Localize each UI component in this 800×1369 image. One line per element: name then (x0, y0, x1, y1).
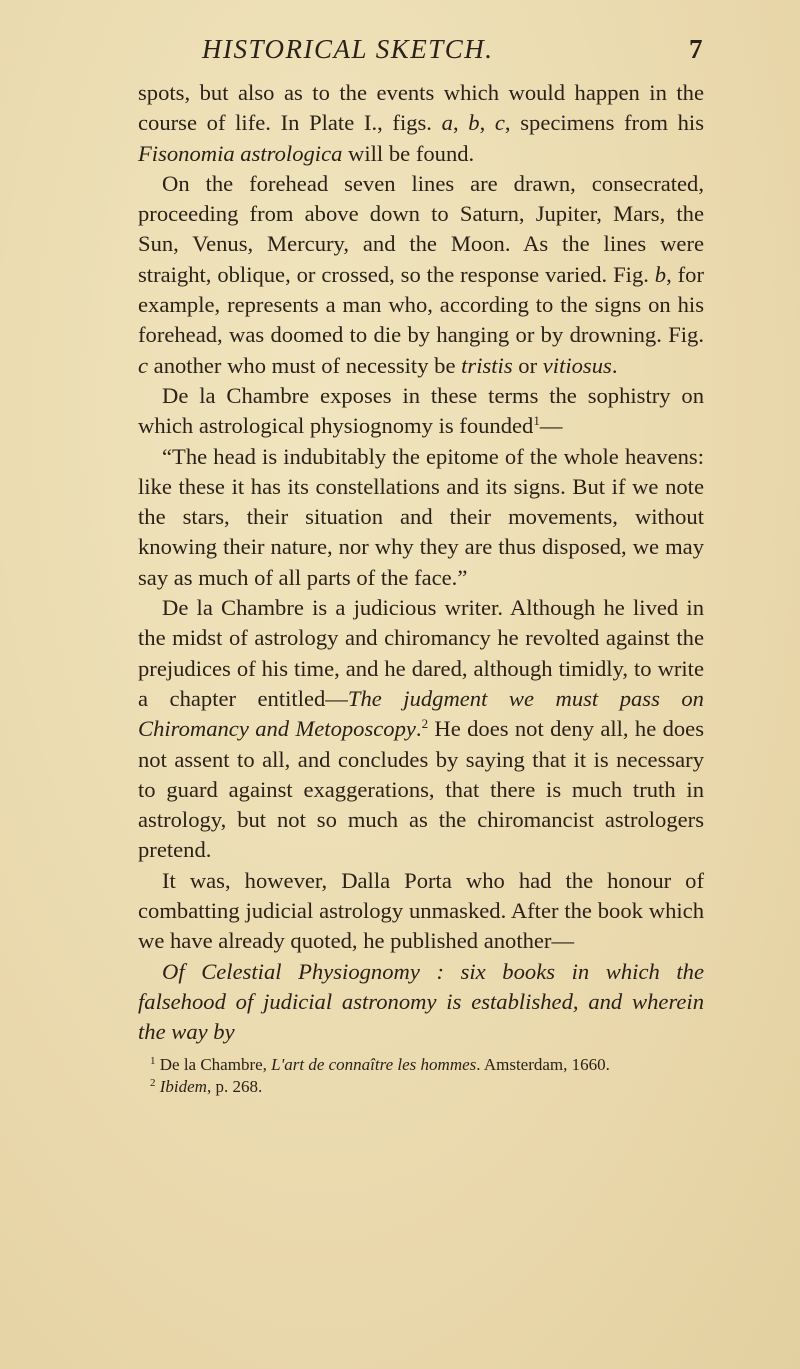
page-number: 7 (689, 34, 704, 64)
footnotes (138, 1054, 704, 1098)
paragraph-3 (138, 381, 704, 442)
p5-text-1: De la Chambre is a judicious writer. Although he lived in the midst of astrology and chiromancy he revolted against the prejudices of his time, and he dared, although timidly, to write a chapter entitled— (138, 595, 704, 711)
footnote-2 (138, 1076, 704, 1098)
footnote-1 (138, 1054, 704, 1076)
running-title: HISTORICAL SKETCH. (202, 34, 494, 64)
p3-text-2: — (539, 413, 563, 439)
footnote-2-number: 2 (150, 1076, 156, 1089)
footnote-1-rest: . Amsterdam, 1660. (476, 1054, 610, 1074)
footnote-ref-2[interactable]: 2 (421, 716, 429, 732)
p1-text-3: will be found. (342, 140, 475, 166)
p2-fig-b: b (654, 261, 667, 287)
p5-text-3: He does not deny all, he does not assent to all, and concludes by saying that it is necessary to guard against exaggerations, that there is much truth in astrology, but not so much as the chiromancist astrologers pretend. (138, 716, 704, 863)
footnote-2-rest: , p. 268. (206, 1076, 263, 1096)
paragraph-5 (138, 593, 704, 866)
p1-text-2: , specimens from his (504, 110, 704, 136)
p2-text-4: or (512, 352, 543, 378)
p1-text-1: spots, but also as to the events which would happen in the course of life. In Plate I., figs. (138, 80, 704, 136)
footnote-1-number: 1 (150, 1054, 156, 1067)
running-head (138, 34, 704, 78)
p1-fig-a: a (441, 110, 453, 136)
p2-text-1: On the forehead seven lines are drawn, consecrated, proceeding from above down to Saturn, Jupiter, Mars, the Sun, Venus, Mercury, and the Moon. As the lines were straight, oblique, or crossed, so the response varied. Fig. (138, 170, 704, 287)
p5-chapter-title: The judgment we must pass on Chiromancy and Metoposcopy (138, 685, 704, 742)
p2-text-2: , for example, represents a man who, according to the signs on his forehead, was doomed to die by hanging or by drowning. Fig. (138, 261, 704, 348)
footnote-1-work: L'art de connaître les hommes (271, 1054, 477, 1074)
footnote-2-work: Ibidem (159, 1076, 207, 1096)
p1-comma-1: , (452, 110, 469, 136)
p1-work-title: Fisonomia astrologica (138, 140, 343, 166)
footnote-ref-1[interactable]: 1 (533, 413, 540, 429)
paragraph-1 (138, 78, 704, 169)
p5-text-2: . (415, 716, 422, 742)
paragraph-7-book-title (138, 957, 704, 1048)
footnote-1-author: De la Chambre, (159, 1054, 272, 1074)
body-text (138, 78, 704, 1048)
p1-fig-c: c (494, 110, 505, 136)
p1-comma-2: , (479, 110, 495, 136)
p1-fig-b: b (468, 110, 480, 136)
p2-fig-c: c (138, 352, 149, 378)
p2-word-vitiosus: vitiosus (542, 352, 612, 378)
paragraph-2 (138, 169, 704, 381)
p2-text-5: . (611, 352, 618, 378)
paragraph-6: It was, however, Dalla Porta who had the honour of combatting judicial astrology unmasked. After the book which we have already quoted, he published another— (138, 867, 704, 954)
p2-text-3: another who must of necessity be (148, 352, 462, 378)
p3-text-1: De la Chambre exposes in these terms the sophistry on which astrological physiognomy is founded (138, 382, 704, 439)
p2-word-tristis: tristis (461, 352, 513, 378)
paragraph-4-quotation: “The head is indubitably the epitome of the whole heavens: like these it has its constellations and its signs. But if we note the stars, their situation and their movements, without knowing their nature, nor why they are thus disposed, we may say as much of all parts of the face.” (138, 443, 704, 590)
p7-book-title: Of Celestial Physiognomy : six books in which the falsehood of judicial astronomy is established, and wherein the way by (138, 958, 704, 1045)
